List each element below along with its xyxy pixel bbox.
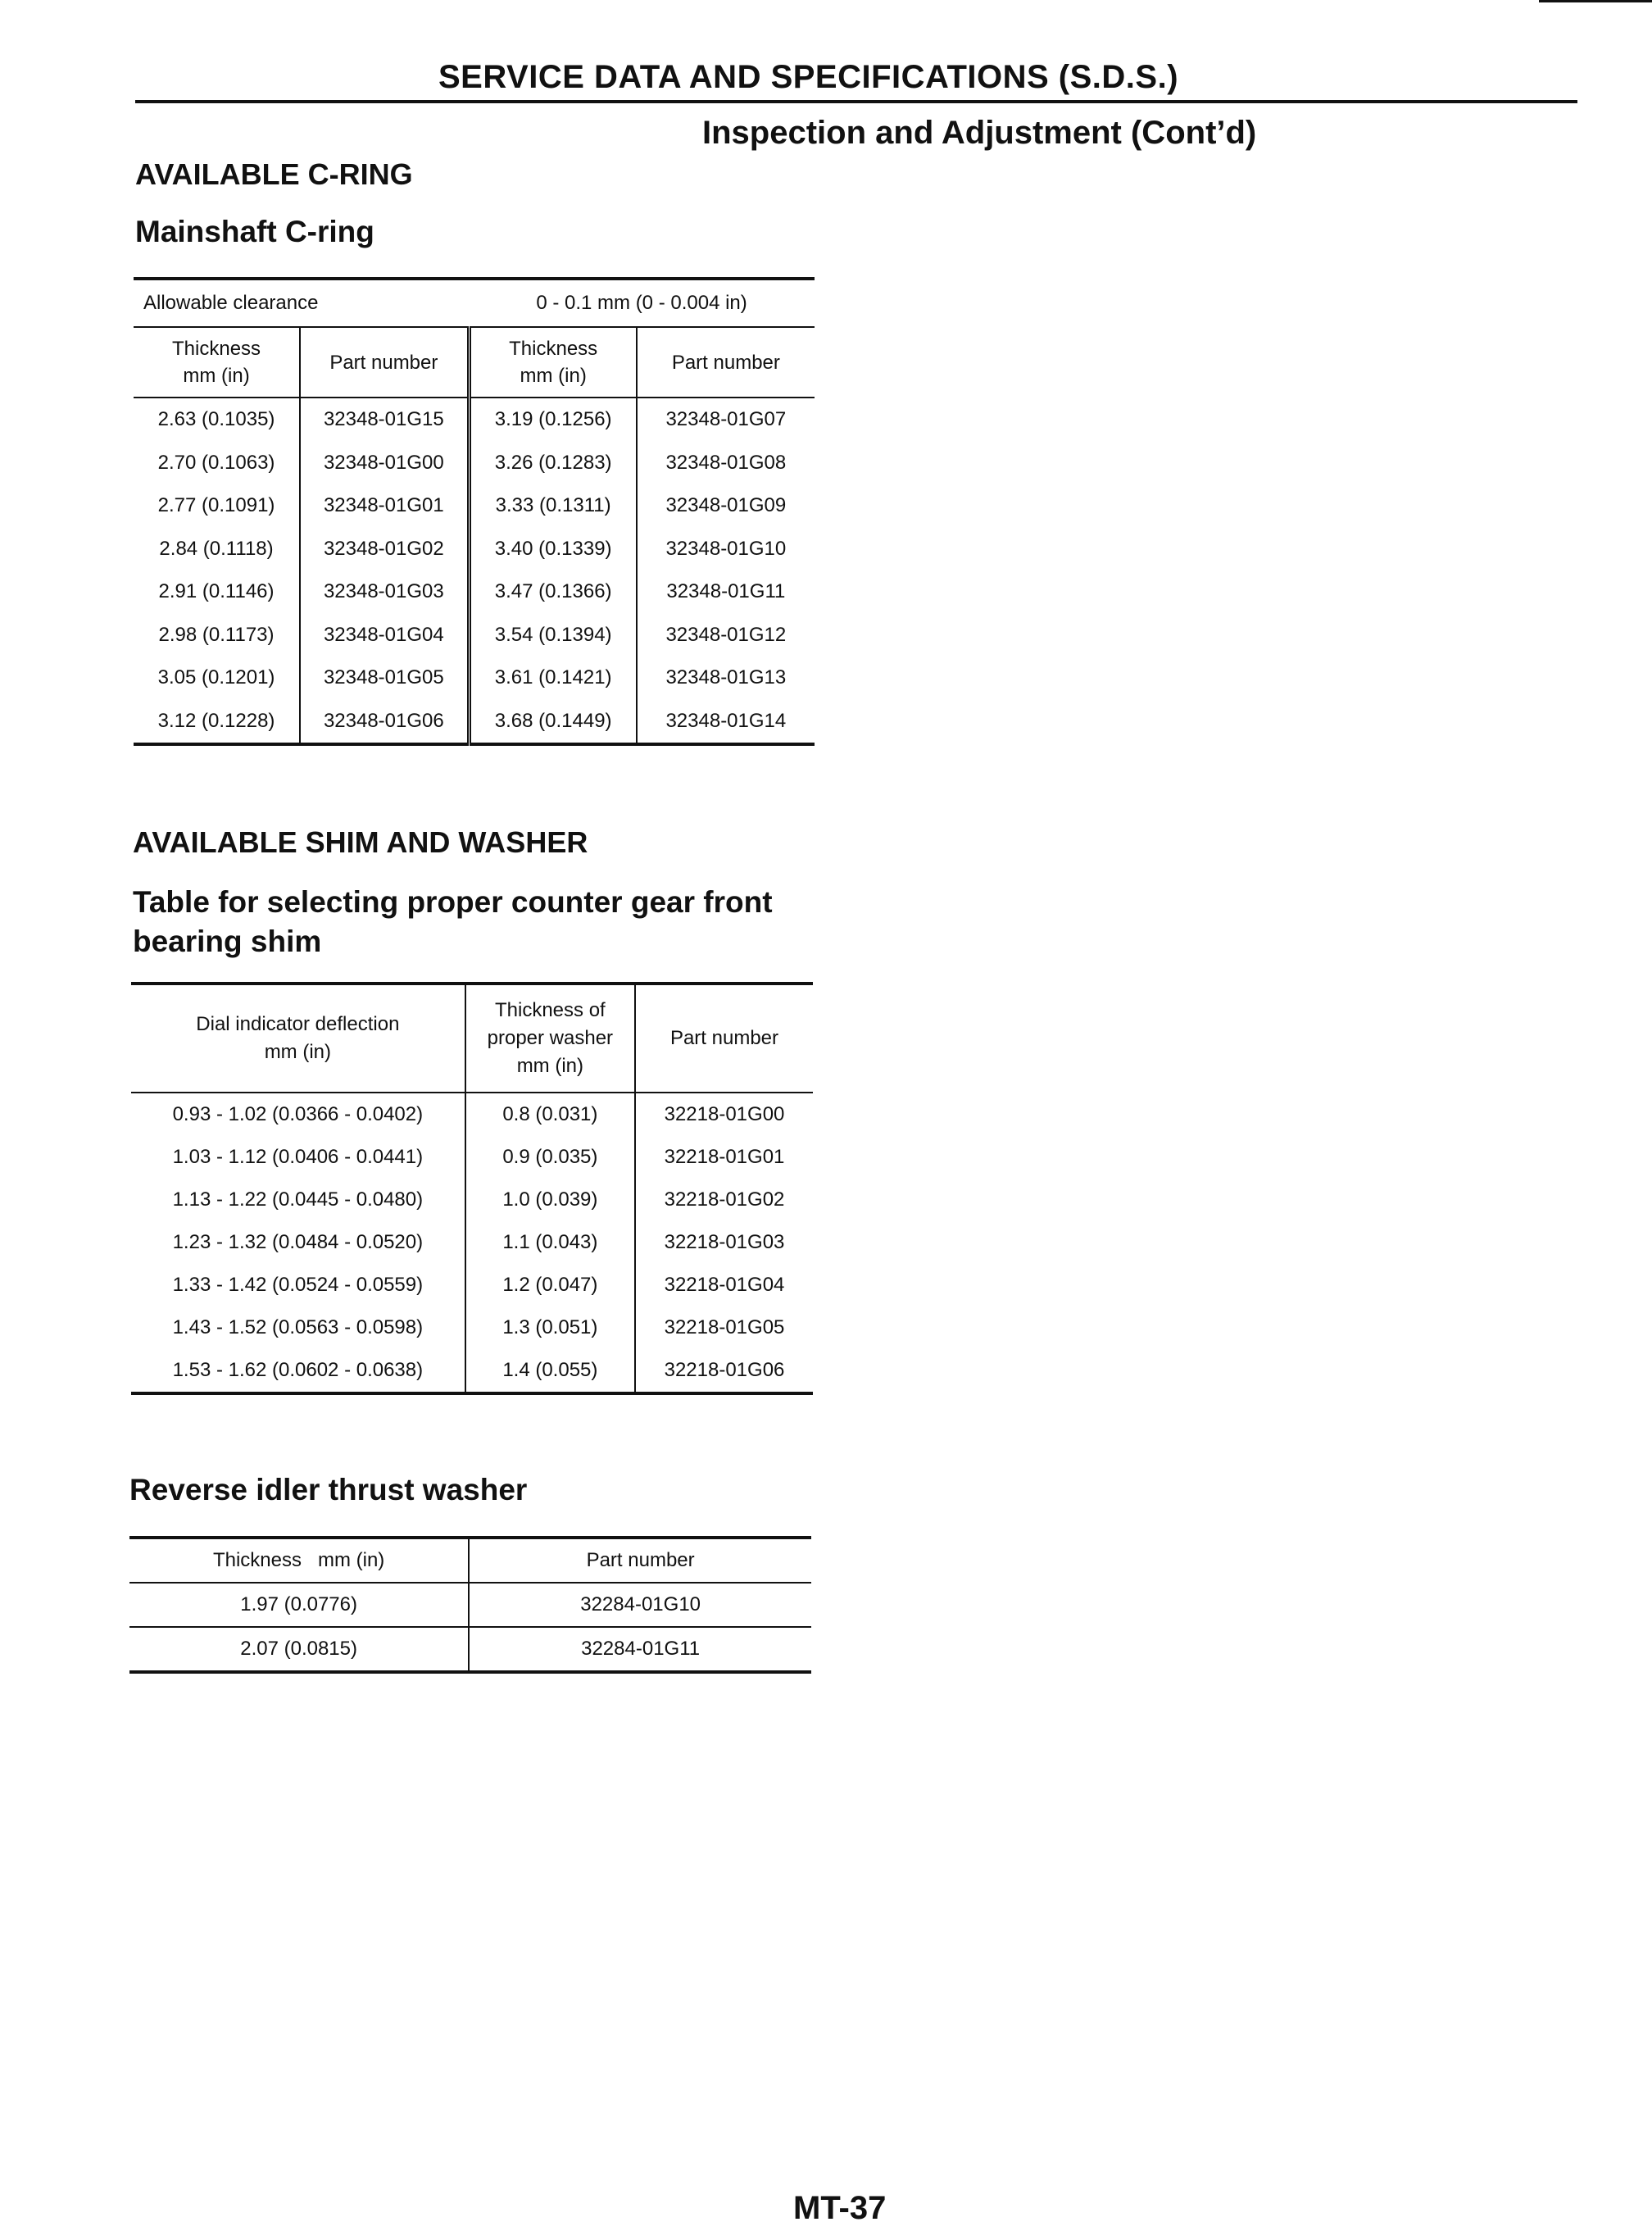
reverse-washer-heading: Reverse idler thrust washer xyxy=(129,1473,528,1506)
header-thickness: Thickness mm (in) xyxy=(129,1538,469,1583)
table-row xyxy=(129,1583,811,1627)
header-washer-thickness: Thickness of proper washer mm (in) xyxy=(465,984,635,1093)
header-part-number: Part number xyxy=(635,984,813,1093)
cell-part-number: 32348-01G06 xyxy=(300,700,469,745)
cell-thickness: 2.91 (0.1146) xyxy=(134,570,300,614)
cell-thickness: 2.98 (0.1173) xyxy=(134,614,300,657)
table-row xyxy=(131,1306,813,1349)
header-part-number: Part number xyxy=(469,1538,811,1583)
cell-part-number: 32348-01G00 xyxy=(300,442,469,485)
cell-thickness: 3.33 (0.1311) xyxy=(469,484,637,528)
cell-part-number: 32348-01G08 xyxy=(665,451,787,474)
cell-thickness: 2.07 (0.0815) xyxy=(129,1627,469,1672)
header-thickness: Thickness mm (in) xyxy=(469,327,637,398)
cell-part-number: 32348-01G01 xyxy=(300,484,469,528)
cell-thickness: 0.9 (0.035) xyxy=(465,1136,635,1179)
cell-thickness: 1.3 (0.051) xyxy=(465,1306,635,1349)
cell-thickness: 3.12 (0.1228) xyxy=(134,700,300,745)
table-row xyxy=(134,442,815,485)
cell-part-number: 32218-01G02 xyxy=(664,1188,785,1211)
c-ring-table xyxy=(134,277,815,746)
cell-thickness: 1.4 (0.055) xyxy=(465,1349,635,1393)
table-row xyxy=(134,484,815,528)
header-thickness: Thickness mm (in) xyxy=(134,327,300,398)
table-row xyxy=(134,700,815,745)
shim-subheading: Table for selecting proper counter gear front bearing shim xyxy=(133,885,773,958)
table-row xyxy=(131,1136,813,1179)
c-ring-subheading: Mainshaft C-ring xyxy=(135,215,374,248)
title-rule xyxy=(135,100,1577,103)
table-row xyxy=(129,1627,811,1672)
page-title: SERVICE DATA AND SPECIFICATIONS (S.D.S.) xyxy=(438,59,1179,95)
cell-deflection: 1.53 - 1.62 (0.0602 - 0.0638) xyxy=(131,1349,465,1393)
cell-part-number: 32348-01G03 xyxy=(300,570,469,614)
cell-part-number: 32348-01G15 xyxy=(300,398,469,442)
table-row xyxy=(131,1221,813,1264)
table-row xyxy=(134,528,815,571)
cell-thickness: 2.70 (0.1063) xyxy=(134,442,300,485)
cell-part-number: 32218-01G04 xyxy=(664,1274,785,1296)
cell-part-number: 32348-01G11 xyxy=(666,580,786,603)
page-number: MT-37 xyxy=(793,2190,887,2226)
cell-deflection: 1.33 - 1.42 (0.0524 - 0.0559) xyxy=(131,1264,465,1306)
cell-part-number: 32284-01G11 xyxy=(581,1638,701,1660)
table-row xyxy=(131,1349,813,1393)
cell-thickness: 3.19 (0.1256) xyxy=(469,398,637,442)
cell-deflection: 0.93 - 1.02 (0.0366 - 0.0402) xyxy=(131,1093,465,1136)
cell-thickness: 3.68 (0.1449) xyxy=(469,700,637,745)
header-deflection: Dial indicator deflection mm (in) xyxy=(131,984,465,1093)
cell-part-number: 32218-01G05 xyxy=(664,1316,785,1338)
cell-part-number: 32218-01G01 xyxy=(664,1146,785,1168)
cell-part-number: 32348-01G13 xyxy=(665,666,787,689)
cell-part-number: 32218-01G03 xyxy=(664,1231,785,1253)
cell-part-number: 32348-01G05 xyxy=(300,657,469,700)
cell-part-number: 32348-01G04 xyxy=(300,614,469,657)
corner-rule xyxy=(1539,0,1652,2)
table-row xyxy=(131,1093,813,1136)
header-part-number: Part number xyxy=(300,327,469,398)
table-row xyxy=(134,398,815,442)
cell-part-number: 32218-01G06 xyxy=(664,1359,785,1381)
cell-thickness: 1.1 (0.043) xyxy=(465,1221,635,1264)
c-ring-heading: AVAILABLE C-RING xyxy=(135,157,413,191)
cell-thickness: 1.97 (0.0776) xyxy=(129,1583,469,1627)
cell-thickness: 3.05 (0.1201) xyxy=(134,657,300,700)
cell-thickness: 2.84 (0.1118) xyxy=(134,528,300,571)
header-part-number: Part number xyxy=(637,327,815,398)
cell-thickness: 2.63 (0.1035) xyxy=(134,398,300,442)
shim-heading: AVAILABLE SHIM AND WASHER xyxy=(133,825,588,859)
cell-thickness: 1.0 (0.039) xyxy=(465,1179,635,1221)
page-subtitle: Inspection and Adjustment (Cont’d) xyxy=(702,115,1257,151)
cell-thickness: 2.77 (0.1091) xyxy=(134,484,300,528)
cell-thickness: 3.26 (0.1283) xyxy=(469,442,637,485)
cell-part-number: 32284-01G10 xyxy=(469,1583,811,1627)
table-row xyxy=(131,1264,813,1306)
cell-thickness: 0.8 (0.031) xyxy=(465,1093,635,1136)
cell-deflection: 1.03 - 1.12 (0.0406 - 0.0441) xyxy=(131,1136,465,1179)
cell-part-number: 32348-01G07 xyxy=(665,408,787,431)
clearance-value: 0 - 0.1 mm (0 - 0.004 in) xyxy=(469,279,815,327)
clearance-label: Allowable clearance xyxy=(134,279,469,327)
cell-part-number: 32218-01G00 xyxy=(664,1103,785,1125)
reverse-washer-table xyxy=(129,1536,811,1674)
table-row xyxy=(134,570,815,614)
shim-table xyxy=(131,982,813,1395)
cell-thickness: 3.47 (0.1366) xyxy=(469,570,637,614)
table-row xyxy=(134,657,815,700)
table-row xyxy=(134,614,815,657)
cell-part-number: 32348-01G14 xyxy=(665,709,787,732)
cell-thickness: 3.54 (0.1394) xyxy=(469,614,637,657)
cell-deflection: 1.43 - 1.52 (0.0563 - 0.0598) xyxy=(131,1306,465,1349)
cell-thickness: 3.40 (0.1339) xyxy=(469,528,637,571)
cell-thickness: 1.2 (0.047) xyxy=(465,1264,635,1306)
cell-thickness: 3.61 (0.1421) xyxy=(469,657,637,700)
table-row xyxy=(131,1179,813,1221)
cell-part-number: 32348-01G09 xyxy=(665,494,787,517)
cell-part-number: 32348-01G10 xyxy=(665,537,787,560)
cell-part-number: 32348-01G02 xyxy=(300,528,469,571)
cell-deflection: 1.23 - 1.32 (0.0484 - 0.0520) xyxy=(131,1221,465,1264)
cell-deflection: 1.13 - 1.22 (0.0445 - 0.0480) xyxy=(131,1179,465,1221)
cell-part-number: 32348-01G12 xyxy=(665,623,787,646)
